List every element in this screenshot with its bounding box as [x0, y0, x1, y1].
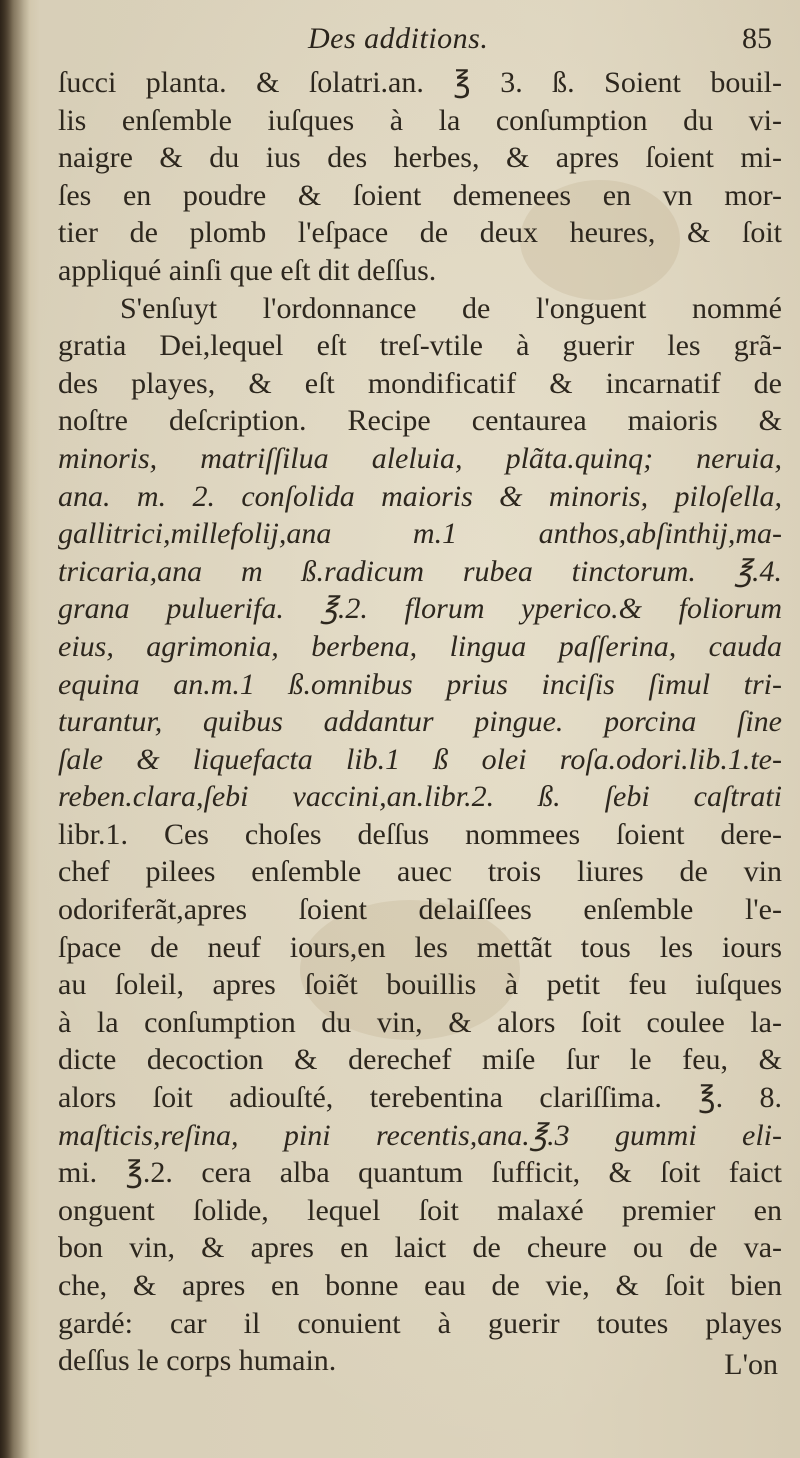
text-line: alors ſoit adiouſté, terebentina clariſſima. ℥. 8.: [58, 1081, 782, 1115]
text-line: reben.clara,ſebi vaccini,an.libr.2. ß. ſebi caſtrati: [58, 780, 782, 814]
text-line: gallitrici,millefolij,ana m.1 anthos,abſinthij,ma-: [58, 517, 782, 551]
running-title: Des additions.: [308, 22, 489, 55]
text-line: tier de plomb l'eſpace de deux heures, & ſoit: [58, 216, 782, 250]
text-line: noſtre deſcription. Recipe centaurea maioris &: [58, 404, 782, 438]
text-line: ſes en poudre & ſoient demenees en vn mor-: [58, 178, 782, 212]
text-line: chef pilees enſemble auec trois liures de vin: [58, 855, 782, 889]
page-number: 85: [742, 22, 772, 55]
binding-gutter-shadow: [0, 0, 30, 1458]
text-line: che, & apres en bonne eau de vie, & ſoit bien: [58, 1269, 782, 1302]
catchword: L'on: [724, 1348, 778, 1381]
text-line: des playes, & eſt mondificatif & incarnatif de: [58, 366, 782, 400]
text-line: equina an.m.1 ß.omnibus prius inciſis ſimul tri-: [58, 667, 782, 701]
text-line: eius, agrimonia, berbena, lingua paſſerina, cauda: [58, 629, 782, 663]
text-line: S'enſuyt l'ordonnance de l'onguent nommé: [120, 291, 782, 325]
page-header: [60, 22, 778, 62]
text-line: mi. ℥.2. cera alba quantum ſufficit, & ſoit faict: [58, 1156, 782, 1190]
text-line: naigre & du ius des herbes, & apres ſoient mi-: [58, 141, 782, 175]
text-line: tricaria,ana m ß.radicum rubea tinctorum. ℥.4.: [58, 554, 782, 588]
text-line: ana. m. 2. conſolida maioris & minoris, piloſella,: [58, 479, 782, 513]
text-line: au ſoleil, apres ſoiẽt bouillis à petit feu iuſques: [58, 968, 782, 1002]
body-text: [58, 64, 782, 1380]
text-line: minoris, matriſſilua aleluia, plãta.quinq; neruia,: [58, 441, 782, 475]
text-line: dicte decoction & derechef miſe ſur le feu, &: [58, 1043, 782, 1077]
text-line: appliqué ainſi que eſt dit deſſus.: [58, 253, 437, 287]
text-line: bon vin, & apres en laict de cheure ou de va-: [58, 1231, 782, 1265]
text-line: à la conſumption du vin, & alors ſoit coulee la-: [58, 1005, 782, 1039]
text-line: grana puluerifa. ℥.2. florum yperico.& foliorum: [58, 592, 782, 626]
text-line: gardé: car il conuient à guerir toutes playes: [58, 1306, 782, 1340]
text-line: onguent ſolide, lequel ſoit malaxé premier en: [58, 1193, 782, 1227]
text-line: maſticis,reſina, pini recentis,ana.℥.3 gummi eli-: [58, 1118, 782, 1152]
text-line: turantur, quibus addantur pingue. porcina ſine: [58, 705, 782, 739]
text-line: gratia Dei,lequel eſt treſ-vtile à guerir les grã-: [58, 329, 782, 363]
text-line: lis enſemble iuſques à la conſumption du vi-: [58, 103, 782, 137]
text-line: ſpace de neuf iours,en les mettãt tous les iours: [58, 930, 782, 964]
text-line: odoriferãt,apres ſoient delaiſſees enſemble l'e-: [58, 893, 782, 927]
text-line: ſale & liquefacta lib.1 ß olei roſa.odori.lib.1.te-: [58, 742, 782, 776]
text-line: libr.1. Ces choſes deſſus nommees ſoient dere-: [58, 817, 782, 851]
text-line: deſſus le corps humain.: [58, 1344, 337, 1378]
text-line: ſucci planta. & ſolatri.an. ℥ 3. ß. Soient bouil-: [58, 66, 782, 99]
